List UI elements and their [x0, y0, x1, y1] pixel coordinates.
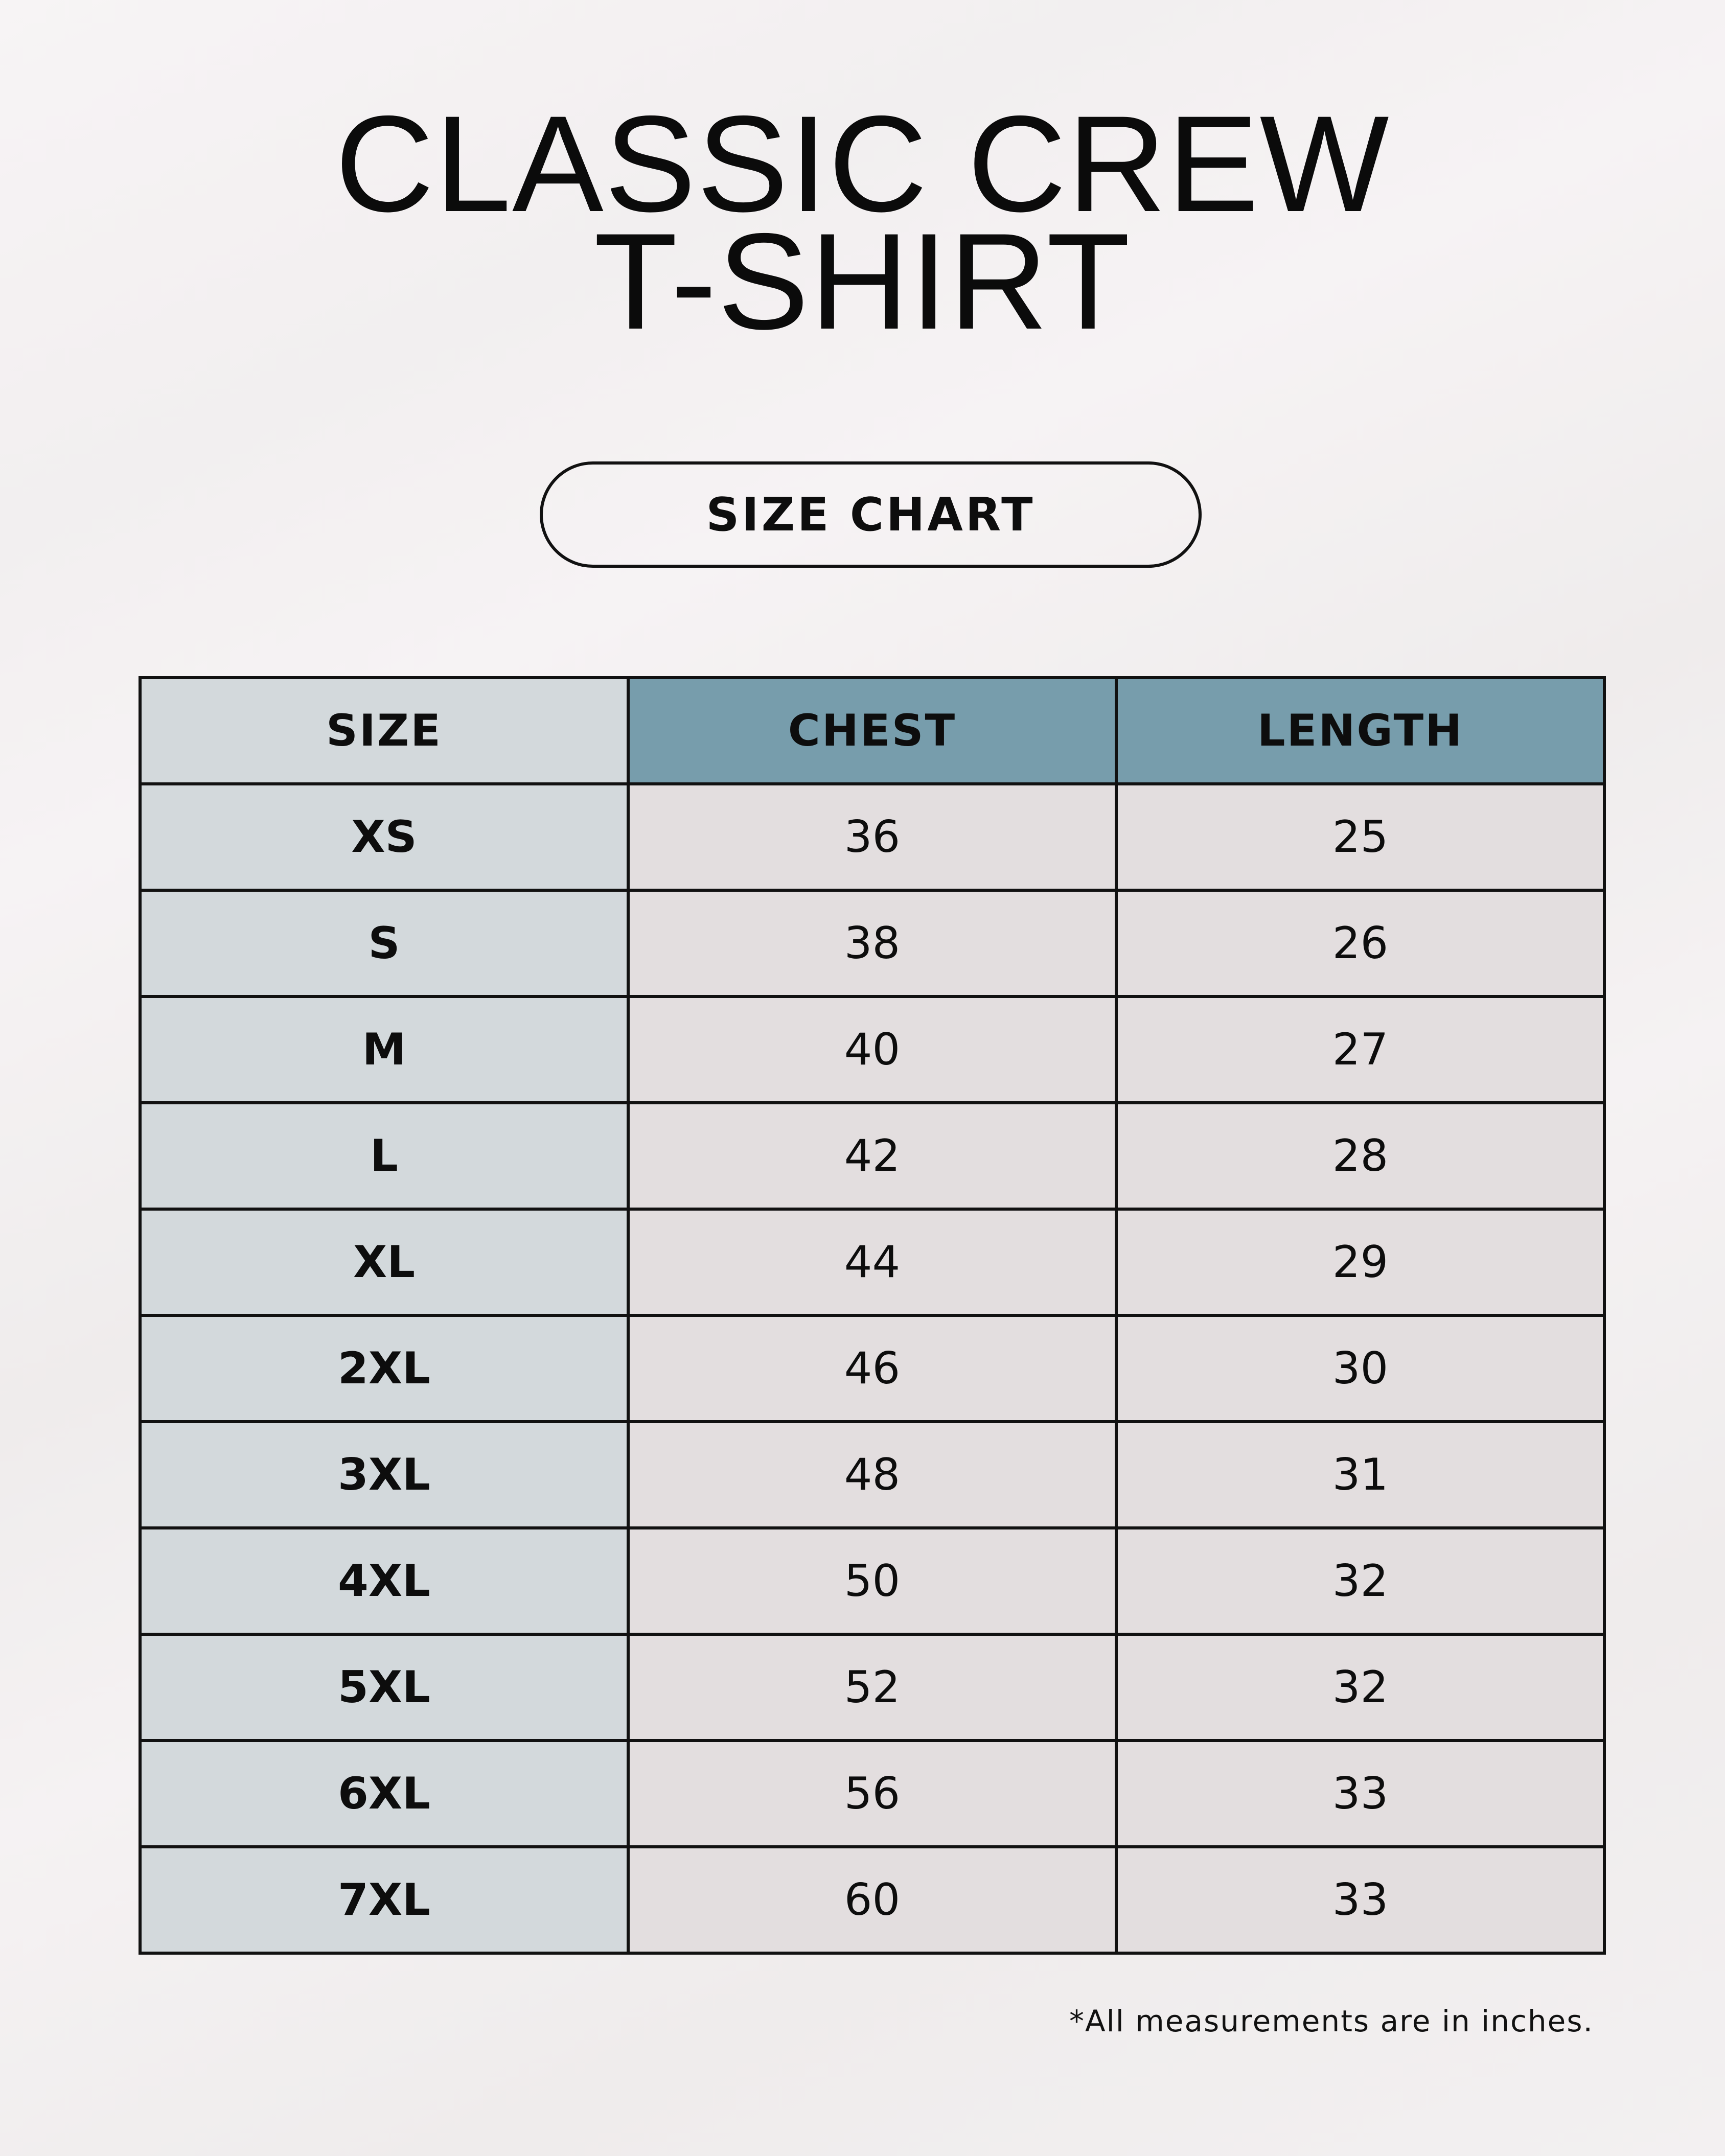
size-cell: XS [140, 784, 628, 890]
size-chart-badge-label: SIZE CHART [706, 488, 1036, 542]
table-row [140, 996, 1604, 1103]
table-row [140, 1528, 1604, 1634]
size-cell: M [140, 996, 628, 1103]
table-row [140, 890, 1604, 996]
size-cell: 7XL [140, 1847, 628, 1953]
table-row [140, 1315, 1604, 1422]
chest-cell: 60 [628, 1847, 1116, 1953]
length-cell: 32 [1116, 1634, 1604, 1741]
size-cell: L [140, 1103, 628, 1209]
chest-cell: 48 [628, 1422, 1116, 1528]
table-row [140, 1634, 1604, 1741]
length-cell: 29 [1116, 1209, 1604, 1315]
length-cell: 27 [1116, 996, 1604, 1103]
size-cell: S [140, 890, 628, 996]
table-row [140, 1209, 1604, 1315]
chest-cell: 44 [628, 1209, 1116, 1315]
length-cell: 33 [1116, 1741, 1604, 1847]
size-cell: 3XL [140, 1422, 628, 1528]
title-line-2: T-SHIRT [593, 204, 1132, 358]
header-chest: CHEST [628, 678, 1116, 784]
chest-cell: 52 [628, 1634, 1116, 1741]
size-cell: 6XL [140, 1741, 628, 1847]
length-cell: 32 [1116, 1528, 1604, 1634]
chest-cell: 36 [628, 784, 1116, 890]
chest-cell: 40 [628, 996, 1116, 1103]
chest-cell: 56 [628, 1741, 1116, 1847]
size-cell: 2XL [140, 1315, 628, 1422]
table-row [140, 1103, 1604, 1209]
size-table [139, 676, 1606, 1955]
table-row [140, 1422, 1604, 1528]
size-chart-badge [540, 461, 1202, 568]
size-cell: 4XL [140, 1528, 628, 1634]
length-cell: 33 [1116, 1847, 1604, 1953]
chest-cell: 38 [628, 890, 1116, 996]
size-cell: XL [140, 1209, 628, 1315]
chest-cell: 50 [628, 1528, 1116, 1634]
table-row [140, 1741, 1604, 1847]
header-size: SIZE [140, 678, 628, 784]
measurement-footnote: *All measurements are in inches. [1069, 2004, 1594, 2038]
table-header-row [140, 678, 1604, 784]
size-cell: 5XL [140, 1634, 628, 1741]
length-cell: 25 [1116, 784, 1604, 890]
table-row [140, 1847, 1604, 1953]
length-cell: 26 [1116, 890, 1604, 996]
length-cell: 28 [1116, 1103, 1604, 1209]
length-cell: 31 [1116, 1422, 1604, 1528]
length-cell: 30 [1116, 1315, 1604, 1422]
title-line-1: CLASSIC CREW [335, 87, 1390, 240]
header-length: LENGTH [1116, 678, 1604, 784]
chest-cell: 46 [628, 1315, 1116, 1422]
table-row [140, 784, 1604, 890]
chest-cell: 42 [628, 1103, 1116, 1209]
